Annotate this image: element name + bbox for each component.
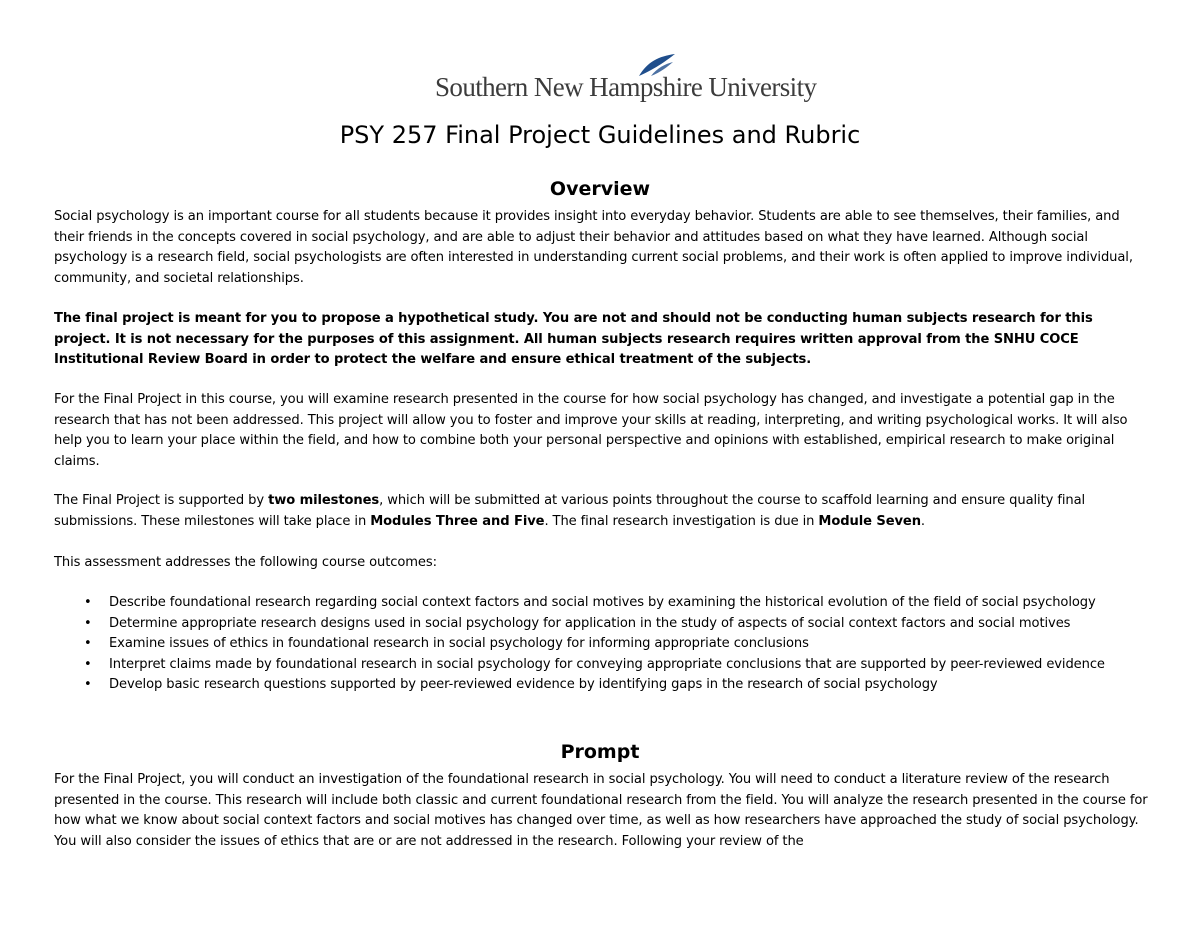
outcome-text: Examine issues of ethics in foundational research in social psychology for informing appropriate conclusions: [109, 636, 809, 651]
list-item: [54, 655, 1149, 676]
outcome-text: Describe foundational research regarding social context factors and social motives by examining the historical evolution of the field of social psychology: [109, 595, 1096, 610]
bullet-icon: •: [84, 656, 92, 672]
logo-text: Southern New Hampshire University: [435, 72, 817, 102]
overview-paragraph-3: For the Final Project in this course, you will examine research presented in the course for how social psychology has changed, and investigate a potential gap in the research that has not been addressed. This project will allow you to foster and improve your skills at reading, interpreting, and writing psychological works. It will also help you to learn your place within the field, and how to combine both your personal perspective and opinions with established, empirical research to make original claims.: [54, 392, 1128, 469]
p4-text-a: The Final Project is supported by: [54, 493, 269, 508]
outcome-text: Develop basic research questions supported by peer-reviewed evidence by identifying gaps in the research of social psychology: [109, 677, 938, 692]
overview-paragraph-1: Social psychology is an important course for all students because it provides insight into everyday behavior. Students are able to see themselves, their families, and their friends in the concepts covered in social psychology, and are able to adjust their behavior and attitudes based on what they have learned. Although social psychology is a research field, social psychologists are often interested in understanding current social problems, and their work is often applied to improve individual, community, and societal relationships.: [54, 209, 1133, 286]
overview-paragraph-5: This assessment addresses the following course outcomes:: [54, 555, 437, 570]
p4-text-c: , which will be submitted at various points throughout the course to scaffold learning and ensure quality final submissions. These milestones will take place in: [54, 493, 1086, 529]
outcome-text: Determine appropriate research designs used in social psychology for application in the study of aspects of social context factors and social motives: [109, 615, 1071, 631]
list-item: [54, 614, 1149, 635]
list-item: [54, 634, 1149, 655]
bullet-icon: •: [84, 677, 92, 692]
course-outcomes-list: [54, 593, 1149, 696]
outcome-text: Interpret claims made by foundational research in social psychology for conveying appropriate conclusions that are supported by peer-reviewed evidence: [109, 656, 1105, 672]
prompt-paragraph-1: For the Final Project, you will conduct an investigation of the foundational research in social psychology. You will need to conduct a literature review of the research presented in the course. This research will include both classic and current foundational research from the field. You will analyze the research presented in the course for how what we know about social context factors and social motives has changed over time, as well as how researchers have approached the study of social psychology. You will also consider the issues of ethics that are or are not addressed in the research. Following your review of the: [54, 772, 1148, 849]
bullet-icon: •: [84, 615, 92, 631]
bullet-icon: •: [84, 636, 92, 651]
list-item: [54, 675, 1149, 696]
university-logo: [435, 52, 817, 106]
bullet-icon: •: [84, 595, 92, 610]
list-item: [54, 593, 1149, 614]
overview-paragraph-4: [54, 491, 1149, 532]
prompt-heading: Prompt: [560, 741, 640, 763]
p4-text-g: .: [920, 513, 925, 529]
leaf-icon: [637, 52, 677, 78]
page-title: PSY 257 Final Project Guidelines and Rubric: [339, 121, 861, 149]
p4-modules: Modules Three and Five: [370, 513, 545, 529]
overview-heading: Overview: [549, 178, 651, 200]
overview-paragraph-2: The final project is meant for you to propose a hypothetical study. You are not and should not be conducting human subjects research for this project. It is not necessary for the purposes of this assignment. All human subjects research requires written approval from the SNHU COCE Institutional Review Board in order to protect the welfare and ensure ethical treatment of the subjects.: [54, 311, 1093, 367]
p4-module-seven: Module Seven: [818, 513, 921, 529]
p4-milestones: two milestones: [268, 493, 380, 508]
p4-text-e: . The final research investigation is due in: [544, 513, 819, 529]
